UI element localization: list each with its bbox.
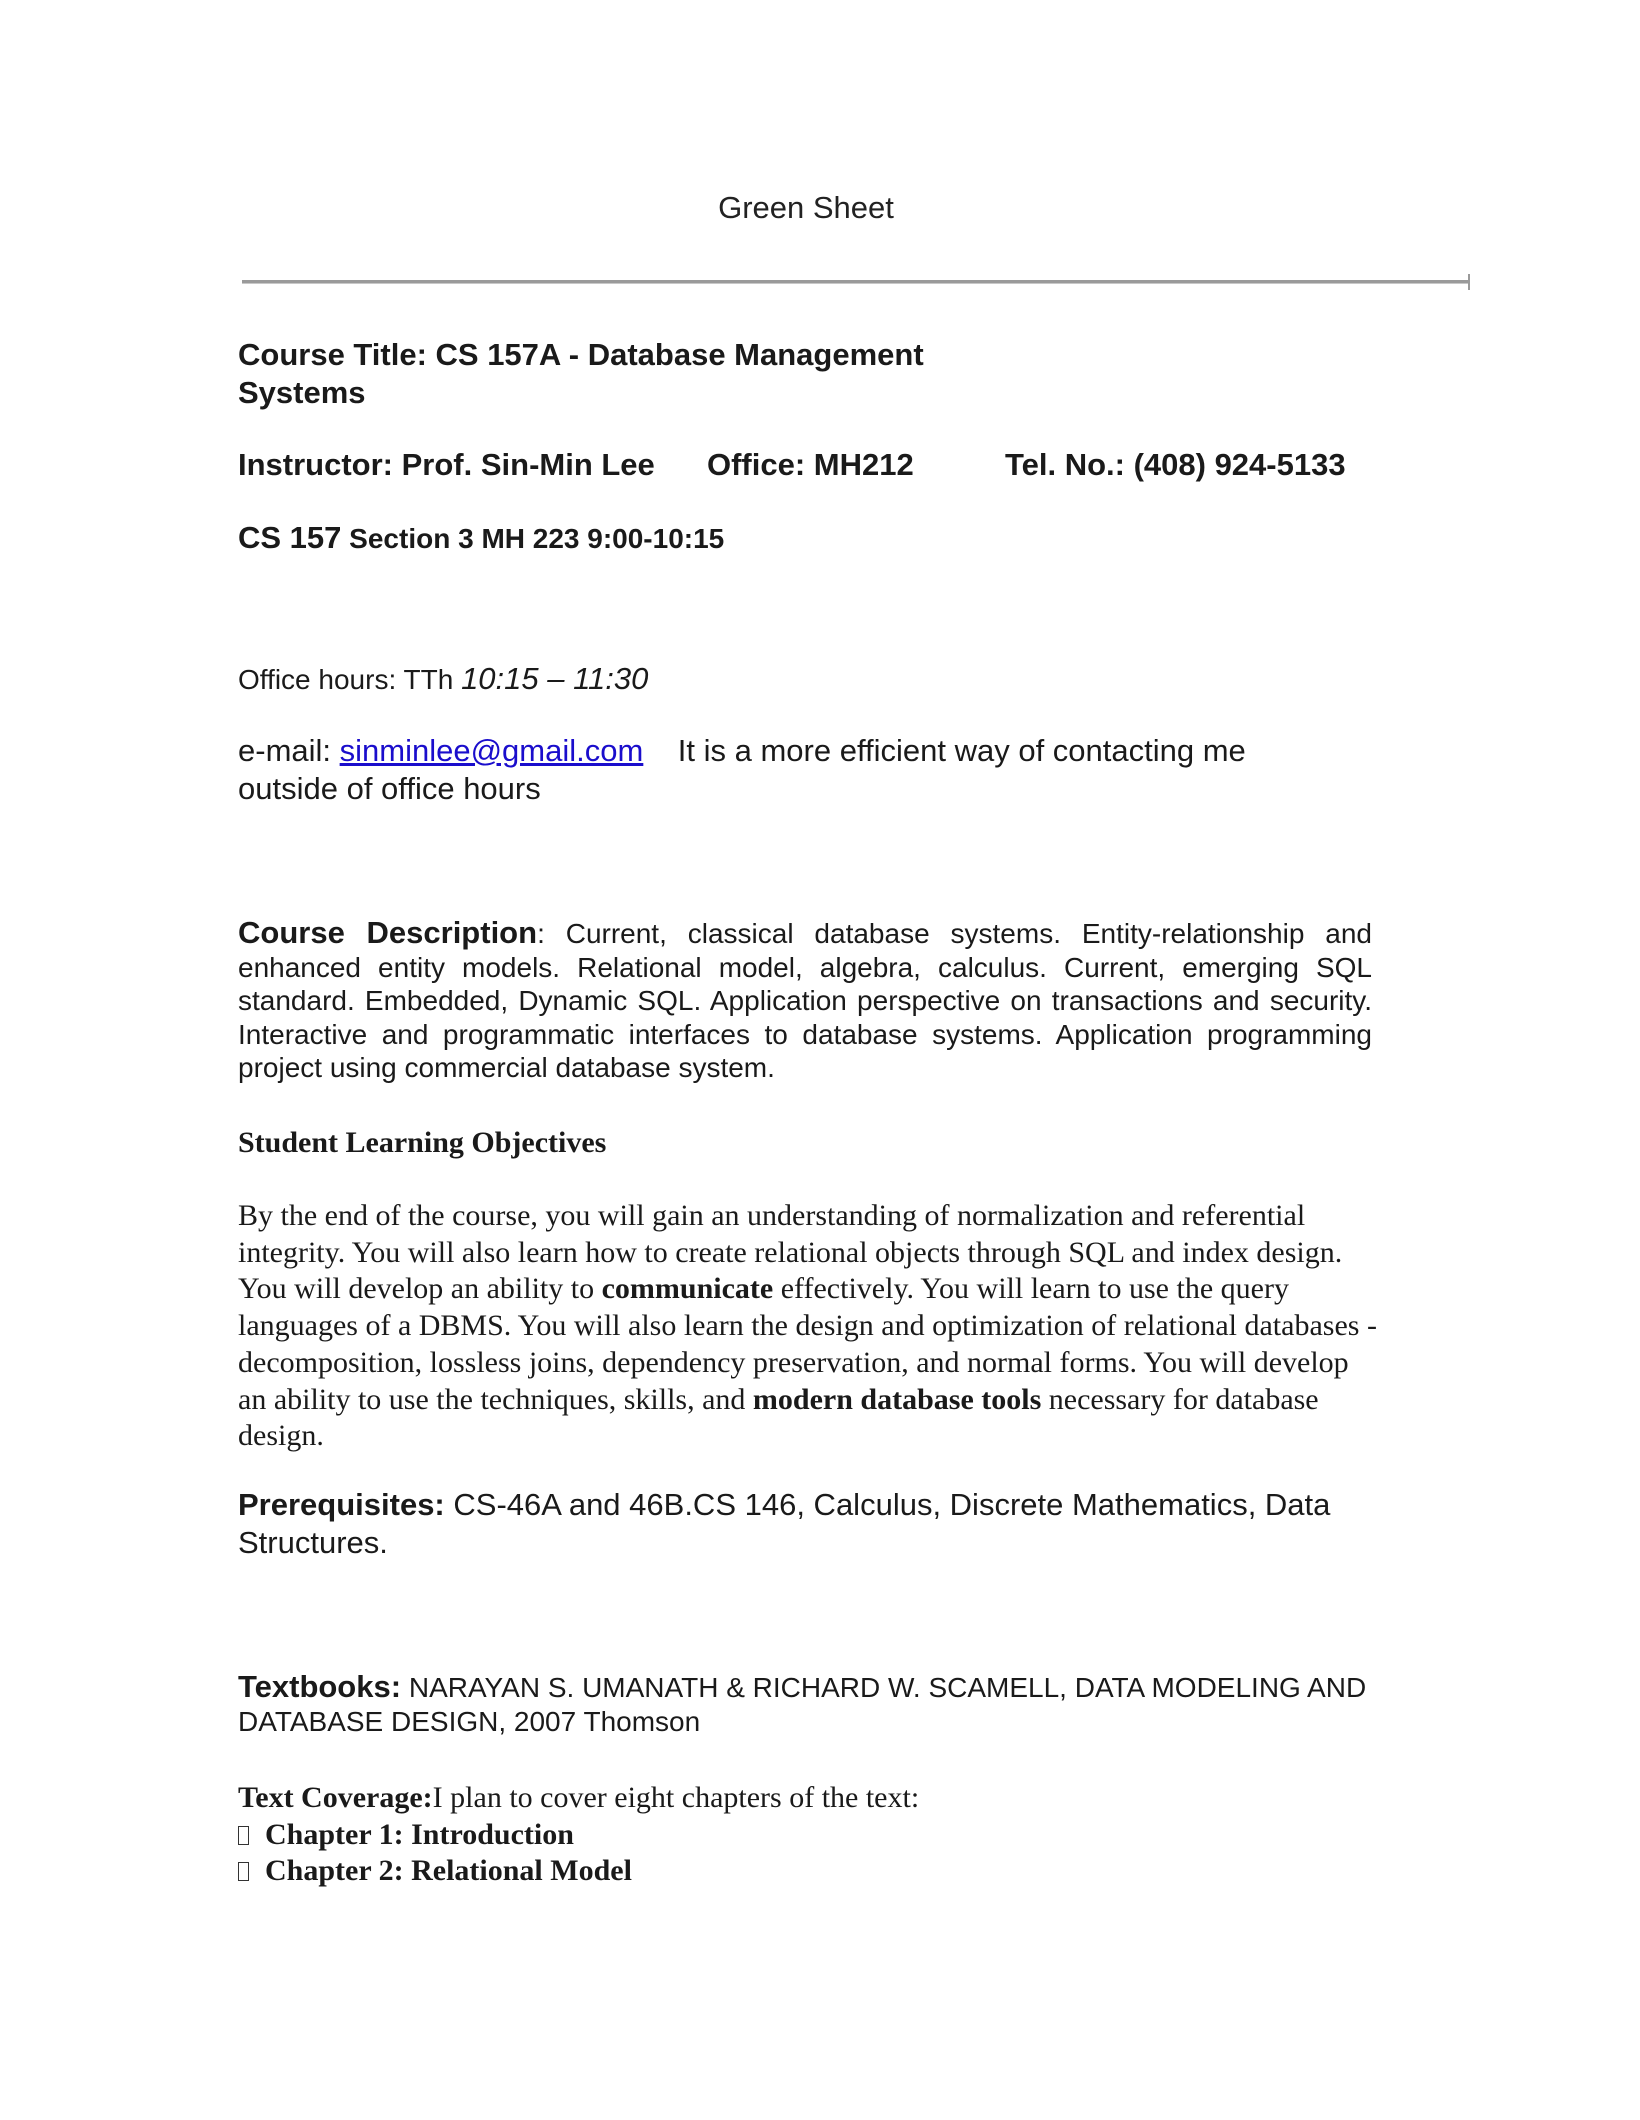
contact-email (238, 732, 1338, 808)
course-description-label: Course Description (238, 915, 538, 950)
instructor-office: Office: MH212 (707, 447, 914, 482)
instructor-name: Instructor: Prof. Sin-Min Lee (238, 447, 655, 482)
office-hours-label: Office hours: TTh (238, 664, 462, 695)
bullet-box-icon (238, 1862, 249, 1881)
chapter-label: Chapter 1: Introduction (265, 1817, 574, 1851)
objectives-emphasis: modern database tools (752, 1382, 1042, 1416)
objectives-text (238, 1198, 1378, 1455)
prerequisites-text: CS-46A and 46B.CS 146, Calculus, Discrete Mathematics, Data Structures. (238, 1487, 1331, 1560)
course-description-text: : Current, classical database systems. Entity-relationship and enhanced entity models. Relational model, algebra, calculus. Current, emerging SQL standard. Embedded, Dynamic SQL. Application perspective on transactions and security. Interactive and programmatic interfaces to database systems. Application programming project using commercial database system. (238, 918, 1373, 1083)
section-details: Section 3 MH 223 9:00-10:15 (341, 523, 725, 554)
objectives-text-part: effectively. You will learn to use the query languages of a DBMS. You will also learn the design and optimization of relational databases - decomposition, lossless joins, dependency preservation, and normal forms. You will develop an ability to use the techniques, skills, and (238, 1272, 1377, 1416)
prerequisites (238, 1486, 1358, 1562)
section-info (238, 520, 724, 557)
textbooks (238, 1670, 1398, 1739)
chapter-label: Chapter 2: Relational Model (265, 1854, 632, 1887)
objectives-text-part: By the end of the course, you will gain an understanding of normalization and referential integrity. You will also learn how to create relational objects through SQL and index design. You will develop an ability to (238, 1199, 1343, 1306)
office-hours (238, 660, 648, 699)
bullet-box-icon (238, 1826, 249, 1845)
list-item (238, 1817, 1398, 1854)
text-coverage (238, 1780, 1398, 1890)
instructor-info-row (238, 446, 1438, 486)
list-item (238, 1853, 1398, 1890)
text-coverage-label: Text Coverage: (238, 1781, 433, 1814)
course-description (238, 916, 1372, 1085)
section-course-code: CS 157 (238, 520, 342, 555)
horizontal-rule-end-mark (1468, 274, 1470, 290)
textbooks-label: Textbooks: (238, 1669, 402, 1704)
prerequisites-label: Prerequisites: (238, 1487, 445, 1522)
instructor-phone: Tel. No.: (408) 924-5133 (1005, 447, 1346, 482)
objectives-emphasis: communicate (601, 1272, 774, 1306)
office-hours-time: 10:15 – 11:30 (461, 661, 649, 696)
text-coverage-text: I plan to cover eight chapters of the text: (432, 1781, 920, 1814)
course-title: Course Title: CS 157A - Database Management Systems (238, 337, 924, 410)
textbooks-text: NARAYAN S. UMANATH & RICHARD W. SCAMELL, DATA MODELING AND DATABASE DESIGN, 2007 Thomson (238, 1672, 1367, 1737)
email-link[interactable]: sinminlee@gmail.com (339, 733, 644, 768)
sheet-title: Green Sheet (718, 190, 894, 225)
objectives-text-part: necessary for database design. (238, 1382, 1319, 1453)
email-note: It is a more efficient way of contacting me outside of office hours (238, 733, 1246, 806)
objectives-heading: Student Learning Objectives (238, 1126, 607, 1159)
horizontal-rule (242, 280, 1470, 284)
email-label: e-mail: (238, 733, 340, 768)
